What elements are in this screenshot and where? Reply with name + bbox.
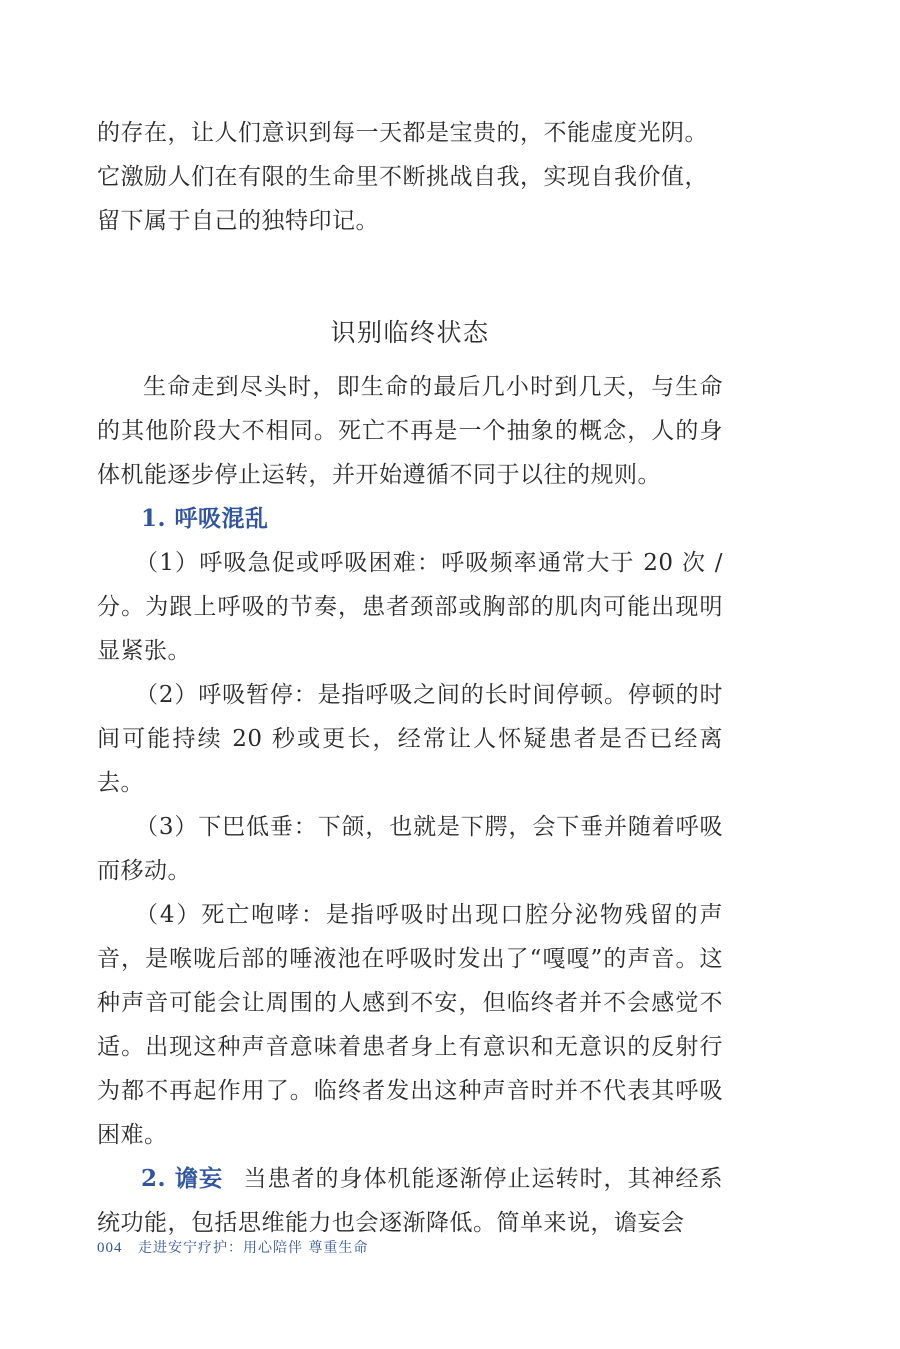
subsection-heading-breathing: 1. 呼吸混乱: [141, 505, 269, 532]
section-title: 识别临终状态: [330, 318, 490, 347]
list-item: （2）呼吸暂停：是指呼吸之间的长时间停顿。停顿的时间可能持续 20 秒或更长，经常让人怀疑患者是否已经离去。: [97, 682, 723, 796]
page-number: 004: [97, 1240, 123, 1256]
subsection-heading-delirium: 2. 谵妄: [141, 1165, 224, 1192]
intro-line: 留下属于自己的独特印记。: [97, 208, 379, 234]
section-paragraph: 生命走到尽头时，即生命的最后几小时到几天，与生命的其他阶段大不相同。死亡不再是一个抽象的概念，人的身体机能逐步停止运转，并开始遵循不同于以往的规则。: [97, 374, 723, 488]
intro-line: 的存在，让人们意识到每一天都是宝贵的，不能虚度光阴。: [97, 120, 708, 146]
section-body: [97, 365, 723, 1245]
list-item: （1）呼吸急促或呼吸困难：呼吸频率通常大于 20 次 / 分。为跟上呼吸的节奏，患者颈部或胸部的肌肉可能出现明显紧张。: [97, 550, 723, 664]
subsection-text-delirium: 当患者的身体机能逐渐停止运转时，其神经系统功能，包括思维能力也会逐渐降低。简单来说，谵妄会: [97, 1166, 723, 1236]
book-title: 走进安宁疗护：用心陪伴 尊重生命: [137, 1240, 369, 1256]
subsection-delirium: [97, 1157, 723, 1245]
intro-line: 它激励人们在有限的生命里不断挑战自我，实现自我价值，: [97, 164, 708, 190]
page-footer: [97, 1237, 368, 1257]
list-item: （4）死亡咆哮：是指呼吸时出现口腔分泌物残留的声音，是喉咙后部的唾液池在呼吸时发出了“嘎嘎”的声音。这种声音可能会让周围的人感到不安，但临终者并不会感觉不适。出现这种声音意味着患者身上有意识和无意识的反射行为都不再起作用了。临终者发出这种声音时并不代表其呼吸困难。: [97, 902, 723, 1148]
list-item: （3）下巴低垂：下颌，也就是下腭，会下垂并随着呼吸而移动。: [97, 814, 723, 884]
intro-paragraph: [97, 111, 723, 243]
